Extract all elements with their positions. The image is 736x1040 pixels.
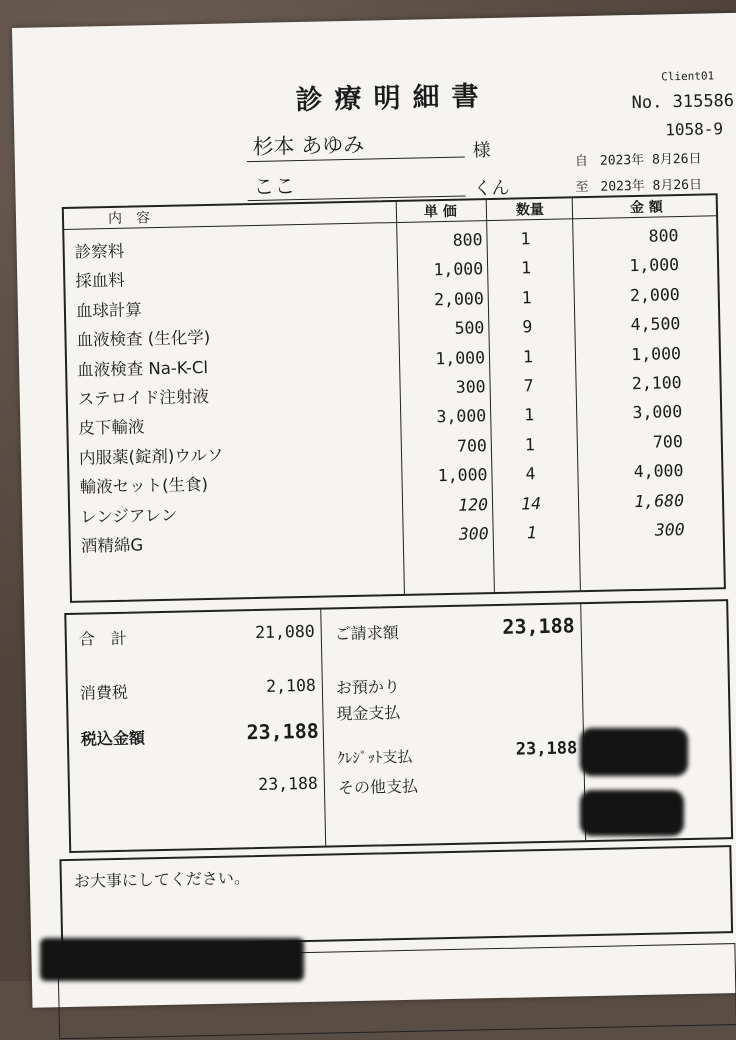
date-to: 2023年 8月26日 — [600, 177, 703, 195]
item-name: 採血料 — [75, 271, 126, 292]
record-code: 1058-9 — [665, 119, 724, 140]
item-name: 診察料 — [74, 241, 125, 262]
credit-payment-value: 23,188 — [515, 738, 578, 760]
item-amount: 700 — [652, 431, 684, 452]
date-from: 2023年 8月26日 — [599, 151, 702, 169]
redaction-mark — [580, 790, 684, 836]
pet-name: ここ — [253, 174, 296, 199]
item-amount: 2,100 — [631, 373, 682, 394]
document-title: 診療明細書 — [295, 80, 491, 117]
date-from-label: 自 — [574, 153, 589, 170]
billing-value: 23,188 — [502, 613, 575, 639]
item-quantity: 14 — [520, 493, 542, 514]
column-header-amount: 金 額 — [629, 199, 663, 217]
item-quantity: 1 — [520, 229, 531, 249]
item-quantity: 1 — [524, 434, 536, 455]
item-amount: 3,000 — [632, 402, 683, 423]
redaction-mark — [40, 938, 304, 981]
item-name: 皮下輸液 — [78, 417, 145, 439]
item-name: 内服薬(錠剤)ウルソ — [78, 445, 224, 468]
redaction-mark — [580, 728, 688, 776]
item-unit-price: 700 — [456, 435, 488, 456]
column-header-unit-price: 単 価 — [423, 203, 457, 221]
item-name: 血液検査 (生化学) — [76, 328, 211, 350]
item-unit-price: 120 — [458, 494, 489, 515]
item-unit-price: 2,000 — [433, 288, 484, 310]
item-name: 輸液セット(生食) — [79, 475, 209, 497]
item-amount: 800 — [648, 226, 679, 246]
credit-payment-label: ｸﾚｼﾞｯﾄ支払 — [337, 747, 413, 768]
cash-payment-label: 現金支払 — [336, 703, 401, 724]
client-code: Client01 — [661, 69, 715, 84]
tax-value: 2,108 — [265, 675, 317, 696]
item-unit-price: 1,000 — [433, 259, 484, 280]
item-amount: 1,000 — [631, 343, 682, 364]
item-amount: 1,000 — [629, 255, 680, 276]
subtotal-label: 合 計 — [78, 628, 128, 649]
item-name: レンジアレン — [80, 505, 178, 527]
item-name: ステロイド注射液 — [77, 386, 210, 409]
total-value: 23,188 — [246, 718, 320, 745]
receipt-number: No. 315586 — [631, 90, 735, 114]
billing-label: ご請求額 — [334, 623, 399, 644]
item-amount: 4,500 — [630, 314, 681, 335]
item-amount: 2,000 — [629, 284, 680, 305]
item-quantity: 4 — [525, 464, 536, 484]
item-unit-price: 300 — [455, 377, 486, 397]
item-quantity: 7 — [523, 376, 534, 396]
receipt-paper — [12, 13, 736, 1008]
item-unit-price: 800 — [452, 230, 483, 250]
item-quantity: 1 — [521, 287, 532, 308]
item-unit-price: 300 — [458, 524, 489, 544]
item-name: 血球計算 — [75, 300, 143, 321]
item-name: 血液検査 Na-K-Cl — [76, 357, 209, 380]
item-amount: 1,680 — [634, 490, 685, 511]
item-unit-price: 1,000 — [435, 347, 486, 368]
deposit-label: お預かり — [335, 677, 401, 698]
item-quantity: 1 — [526, 523, 537, 543]
pet-suffix: くん — [473, 177, 510, 200]
date-to-label: 至 — [575, 179, 589, 196]
item-quantity: 1 — [520, 258, 532, 278]
item-unit-price: 500 — [454, 318, 485, 338]
item-unit-price: 3,000 — [436, 406, 487, 427]
column-header-content: 内 容 — [107, 210, 151, 228]
patient-name: 杉本 あゆみ — [252, 132, 365, 159]
item-quantity: 9 — [522, 317, 533, 337]
closing-message: お大事にしてください。 — [73, 868, 251, 891]
total-label: 税込金額 — [80, 728, 146, 749]
other-payment-label: その他支払 — [337, 776, 419, 798]
column-header-quantity: 数量 — [515, 201, 545, 219]
item-amount: 300 — [654, 520, 685, 540]
message-box — [59, 845, 733, 947]
item-name: 酒精綿G — [80, 535, 144, 556]
name-suffix: 様 — [472, 140, 491, 162]
item-quantity: 1 — [524, 405, 535, 425]
item-amount: 4,000 — [633, 461, 684, 482]
subtotal-value: 21,080 — [254, 621, 315, 643]
tax-label: 消費税 — [79, 682, 129, 703]
item-unit-price: 1,000 — [437, 465, 488, 486]
item-quantity: 1 — [522, 346, 534, 366]
payment-total-value: 23,188 — [258, 773, 319, 795]
